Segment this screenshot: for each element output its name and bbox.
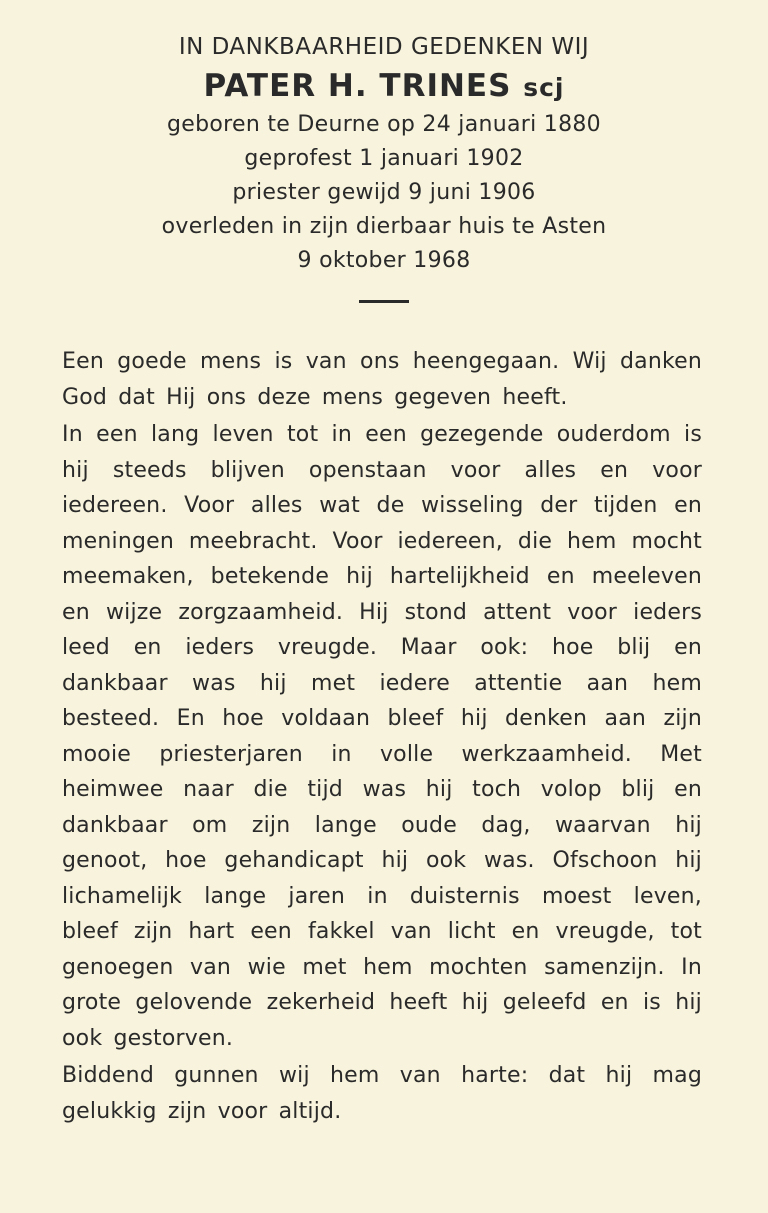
card-body (62, 344, 702, 1129)
death-line: overleden in zijn dierbaar huis te Asten (161, 214, 607, 239)
intro-line: IN DANKBAARHEID GEDENKEN WIJ (178, 34, 590, 60)
divider (359, 300, 409, 303)
name-text: PATER H. TRINES (203, 68, 512, 104)
paragraph-closing: Biddend gunnen wij hem van harte: dat hij mag gelukkig zijn voor altijd. (62, 1063, 702, 1124)
birth-line: geboren te Deurne op 24 januari 1880 (167, 112, 601, 137)
name-suffix: scj (523, 73, 565, 102)
profession-line: geprofest 1 januari 1902 (244, 146, 524, 171)
paragraph-main: In een lang leven tot in een gezegende ouderdom is hij steeds blijven openstaan voor alles en voor iedereen. Voor alles wat de wisseling der tijden en meningen meebracht. Voor iedereen, die hem mocht meemaken, betekende hij hartelijkheid en meeleven en wijze zorgzaamheid. Hij stond attent voor ieders leed en ieders vreugde. Maar ook: hoe blij en dankbaar was hij met iedere attentie aan hem besteed. En hoe voldaan bleef hij denken aan zijn mooie priesterjaren in volle werkzaamheid. Met heimwee naar die tijd was hij toch volop blij en dankbaar om zijn lange oude dag, waarvan hij genoot, hoe gehandicapt hij ook was. Ofschoon hij lichamelijk lange jaren in duisternis moest leven, bleef zijn hart een fakkel van licht en vreugde, tot genoegen van wie met hem mochten samenzijn. In grote gelovende zekerheid heeft hij geleefd en is hij ook gestorven. (62, 422, 702, 1051)
death-date-line: 9 oktober 1968 (297, 248, 471, 273)
paragraph-opening: Een goede mens is van ons heengegaan. Wij danken God dat Hij ons deze mens gegeven heeft. (62, 349, 702, 410)
ordination-line: priester gewijd 9 juni 1906 (232, 180, 536, 205)
card-header (0, 0, 768, 303)
deceased-name (0, 66, 768, 108)
